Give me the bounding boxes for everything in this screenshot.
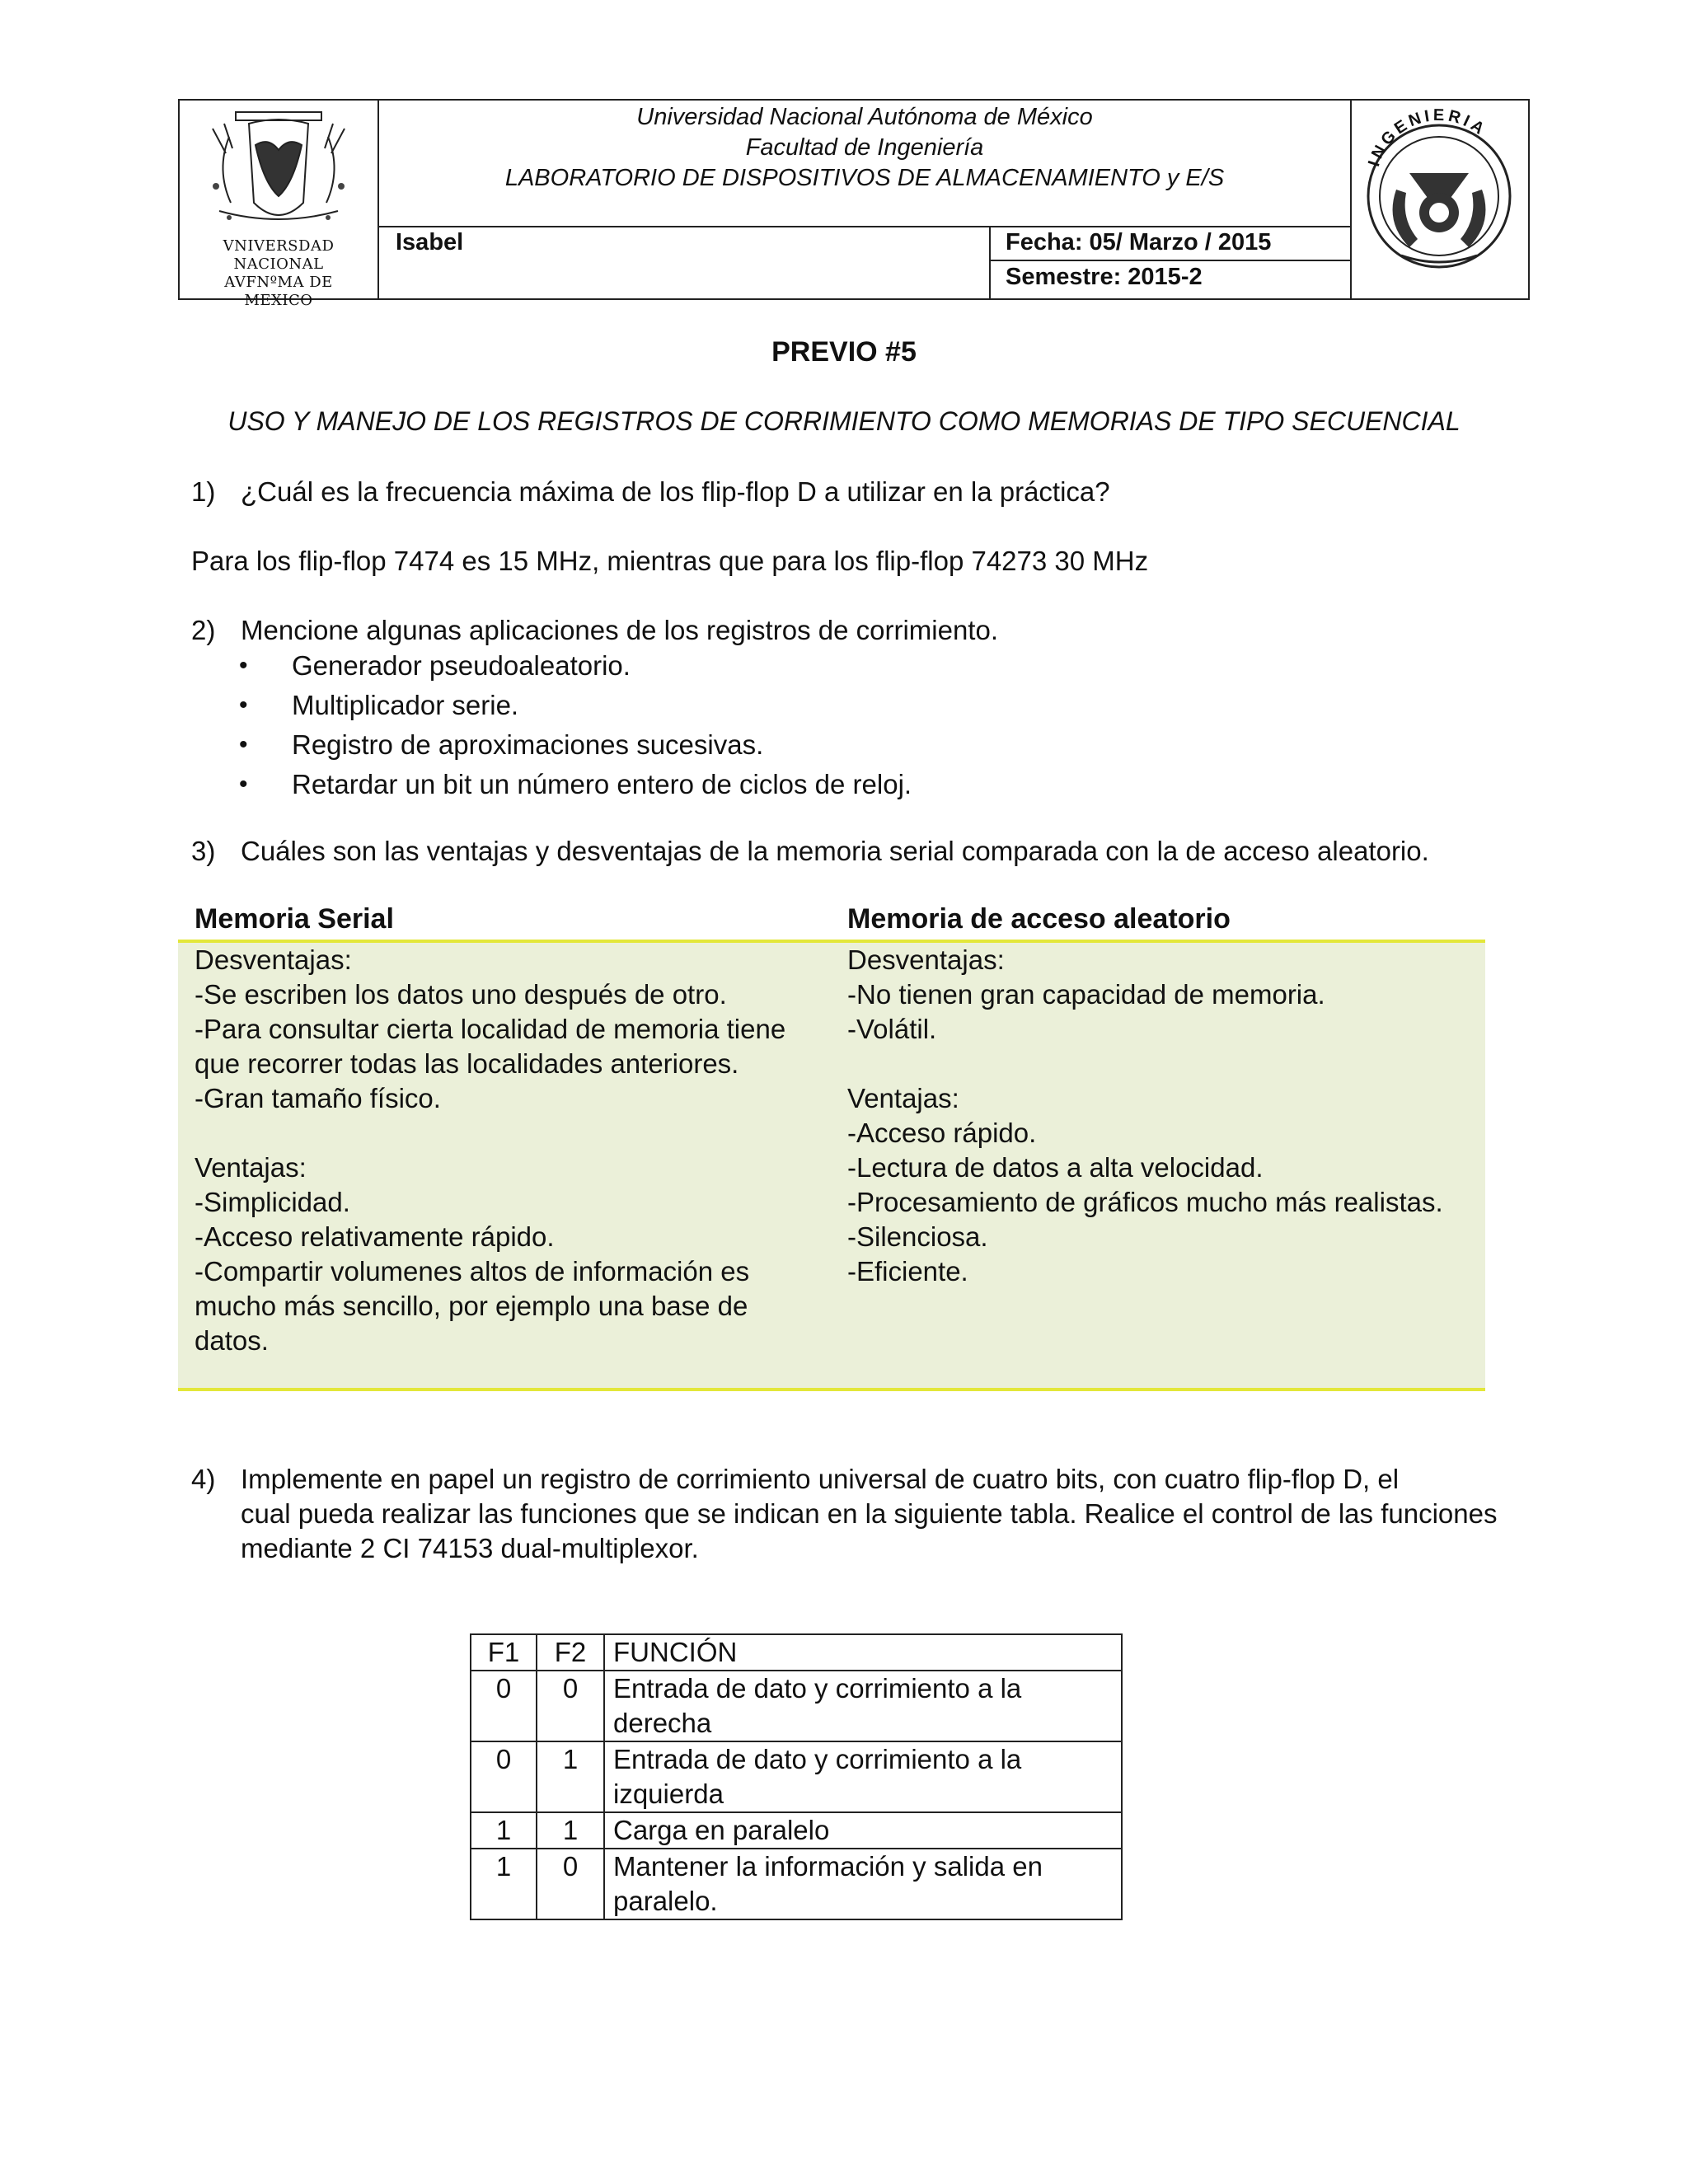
unam-caption-line: MEXICO <box>244 292 313 309</box>
text-line: -Lectura de datos a alta velocidad. <box>847 1152 1264 1183</box>
q2-text: Mencione algunas aplicaciones de los registros de corrimiento. <box>241 615 998 645</box>
cell-line: Carga en paralelo <box>613 1815 830 1845</box>
cell-funcion <box>604 1812 1122 1849</box>
q4-line: Implemente en papel un registro de corrimiento universal de cuatro bits, con cuatro flip-flop D, el <box>241 1464 1400 1494</box>
header-table <box>178 99 1530 309</box>
text-line <box>195 1116 785 1151</box>
table-row <box>471 1671 1122 1741</box>
applications-list <box>239 646 912 804</box>
cell-line: Mantener la información y salida en <box>613 1851 1043 1882</box>
q2-number: 2) <box>191 615 216 645</box>
cell-line: Entrada de dato y corrimiento a la <box>613 1744 1022 1774</box>
q3-number: 3) <box>191 836 216 866</box>
text-line: -Eficiente. <box>847 1256 968 1286</box>
list-item: • Generador pseudoaleatorio. <box>239 646 912 686</box>
divider <box>379 226 1350 227</box>
text-line: Desventajas: <box>195 944 352 975</box>
a1-text: Para los flip-flop 7474 es 15 MHz, mientras que para los flip-flop 74273 30 MHz <box>191 546 1149 576</box>
cell-f1: 1 <box>471 1849 537 1919</box>
semester-label: Semestre: 2015-2 <box>1006 264 1203 290</box>
col-header-funcion: FUNCIÓN <box>604 1634 1122 1671</box>
university-name: Universidad Nacional Autónoma de México <box>636 104 1093 130</box>
random-memory-column <box>847 943 1443 1289</box>
unam-logo-cell <box>180 101 379 309</box>
function-table <box>470 1633 1123 1920</box>
cell-f1: 0 <box>471 1671 537 1741</box>
cell-f2: 1 <box>537 1741 604 1812</box>
unam-caption-line: AVFNºMA DE <box>224 274 333 291</box>
cell-line: izquierda <box>613 1779 724 1809</box>
comparison-body <box>178 940 1485 1391</box>
cell-line: Entrada de dato y corrimiento a la <box>613 1673 1022 1704</box>
q1-number: 1) <box>191 476 216 507</box>
table-row <box>471 1849 1122 1919</box>
serial-memory-header: Memoria Serial <box>195 903 394 935</box>
table-row <box>471 1812 1122 1849</box>
text-line: mucho más sencillo, por ejemplo una base de <box>195 1291 748 1321</box>
header-titles <box>379 101 1350 226</box>
q4-number: 4) <box>191 1464 216 1494</box>
list-item: • Multiplicador serie. <box>239 686 912 725</box>
col-header-f2: F2 <box>537 1634 604 1671</box>
lab-name: LABORATORIO DE DISPOSITIVOS DE ALMACENAMIENTO y E/S <box>504 165 1225 191</box>
divider <box>989 226 991 298</box>
cell-f1: 0 <box>471 1741 537 1812</box>
text-line: -Silenciosa. <box>847 1221 988 1252</box>
cell-funcion <box>604 1671 1122 1741</box>
text-line: -Para consultar cierta localidad de memoria tiene <box>195 1014 786 1044</box>
list-item: • Retardar un bit un número entero de ciclos de reloj. <box>239 765 912 804</box>
random-memory-header: Memoria de acceso aleatorio <box>847 903 1231 935</box>
text-line: Ventajas: <box>195 1152 307 1183</box>
doc-title: PREVIO #5 <box>771 336 917 368</box>
doc-subtitle: USO Y MANEJO DE LOS REGISTROS DE CORRIMIENTO COMO MEMORIAS DE TIPO SECUENCIAL <box>227 406 1461 436</box>
serial-memory-column <box>195 943 785 1358</box>
text-line: que recorrer todas las localidades anteriores. <box>195 1048 739 1079</box>
q1-text: ¿Cuál es la frecuencia máxima de los flip-flop D a utilizar en la práctica? <box>241 476 1110 507</box>
text-line: -Procesamiento de gráficos mucho más realistas. <box>847 1187 1443 1217</box>
text-line: -Simplicidad. <box>195 1187 350 1217</box>
header-middle <box>379 101 1350 298</box>
list-item: • Registro de aproximaciones sucesivas. <box>239 725 912 765</box>
text-line: -Acceso rápido. <box>847 1118 1037 1148</box>
unam-caption-line: VNIVERSDAD NACIONAL <box>223 237 335 273</box>
text-line: -Volátil. <box>847 1014 937 1044</box>
seal-text: INGENIERIA <box>1365 107 1490 169</box>
date-label: Fecha: 05/ Marzo / 2015 <box>1006 229 1272 255</box>
fi-logo-cell <box>1350 101 1528 298</box>
text-line: Desventajas: <box>847 944 1005 975</box>
cell-line: derecha <box>613 1708 712 1738</box>
table-header-row <box>471 1634 1122 1671</box>
text-line: -Compartir volumenes altos de información es <box>195 1256 750 1286</box>
unam-seal-icon <box>180 104 377 236</box>
cell-f2: 1 <box>537 1812 604 1849</box>
unam-caption <box>180 237 377 310</box>
text-line: datos. <box>195 1325 269 1356</box>
text-line: -Se escriben los datos uno después de otro. <box>195 979 727 1010</box>
cell-f2: 0 <box>537 1849 604 1919</box>
text-line: -Gran tamaño físico. <box>195 1083 441 1113</box>
text-line: -Acceso relativamente rápido. <box>195 1221 555 1252</box>
divider <box>989 260 1350 261</box>
cell-funcion <box>604 1741 1122 1812</box>
cell-funcion <box>604 1849 1122 1919</box>
faculty-name: Facultad de Ingeniería <box>745 134 984 161</box>
cell-f2: 0 <box>537 1671 604 1741</box>
text-line: Ventajas: <box>847 1083 959 1113</box>
cell-line: paralelo. <box>613 1886 718 1916</box>
cell-f1: 1 <box>471 1812 537 1849</box>
text-line: -No tienen gran capacidad de memoria. <box>847 979 1325 1010</box>
student-name: Isabel <box>396 229 464 255</box>
comparison-header <box>195 903 1485 940</box>
text-line <box>847 1047 1443 1081</box>
engineering-seal-icon <box>1352 107 1526 288</box>
q4-line: cual pueda realizar las funciones que se indican en la siguiente tabla. Realice el control de las funciones <box>241 1498 1498 1529</box>
col-header-f1: F1 <box>471 1634 537 1671</box>
q4-line: mediante 2 CI 74153 dual-multiplexor. <box>241 1533 699 1563</box>
table-row <box>471 1741 1122 1812</box>
q3-text: Cuáles son las ventajas y desventajas de la memoria serial comparada con la de acceso aleatorio. <box>241 836 1429 866</box>
